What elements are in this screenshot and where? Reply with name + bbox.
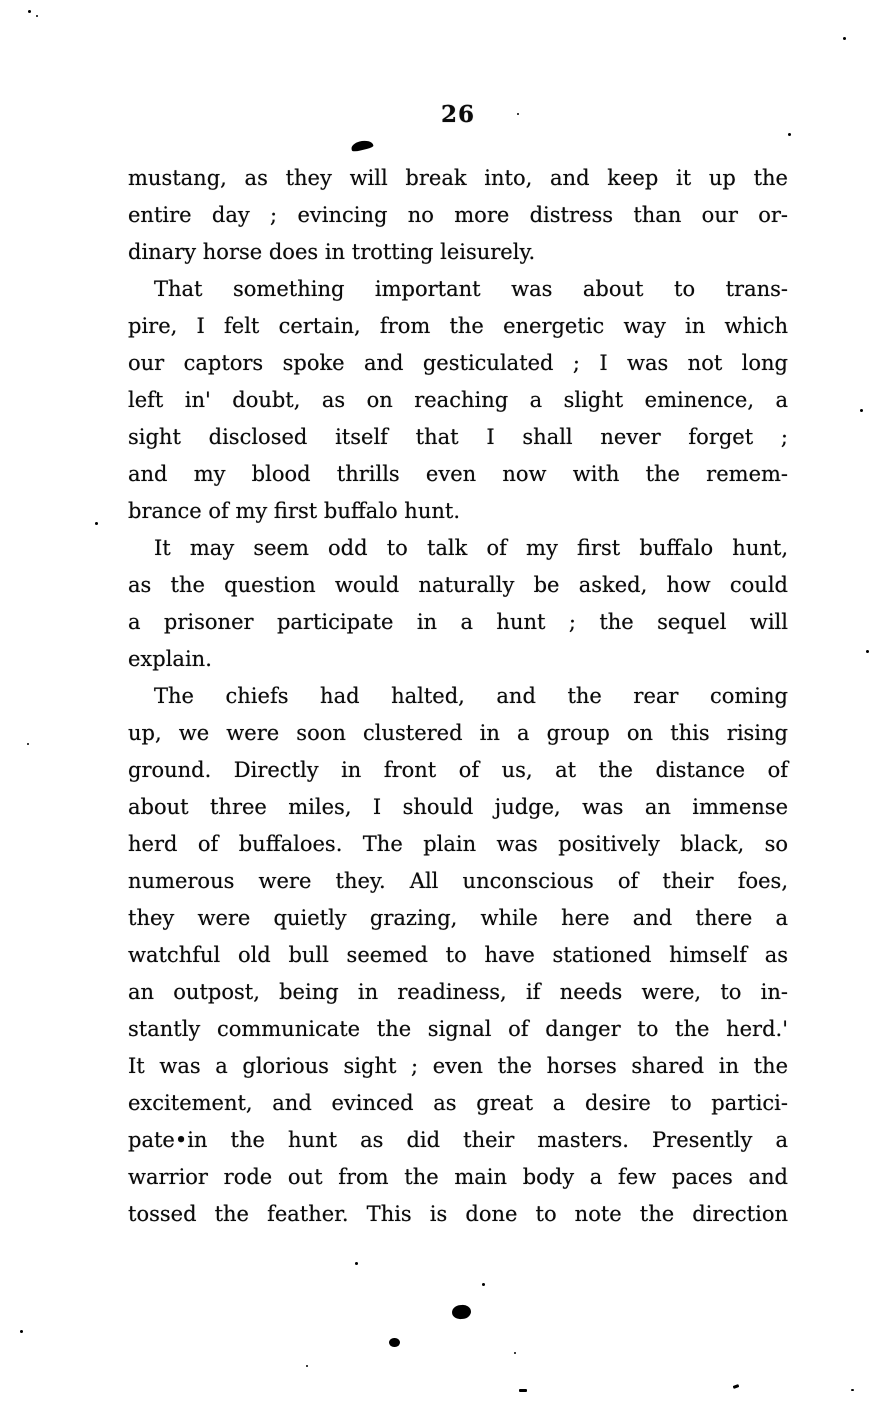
ink-speck [517, 113, 519, 115]
ink-speck [95, 522, 98, 525]
text-line: brance of my first buffalo hunt. [128, 499, 461, 523]
text-line: explain. [128, 647, 212, 671]
text-line: a prisoner participate in a hunt ; the sequel will [128, 610, 788, 634]
text-line: an outpost, being in readiness, if needs were, to in- [128, 980, 788, 1004]
text-line: our captors spoke and gesticulated ; I was not long [128, 351, 788, 375]
ink-speck [28, 10, 31, 13]
text-line: sight disclosed itself that I shall never forget ; [128, 425, 788, 449]
text-line: pate•in the hunt as did their masters. Presently a [128, 1128, 788, 1152]
text-line: about three miles, I should judge, was an immense [128, 795, 788, 819]
page-number: 26 [440, 101, 475, 128]
ink-speck [851, 1389, 854, 1391]
text-line: entire day ; evincing no more distress than our or- [128, 203, 788, 227]
ink-speck [36, 15, 38, 17]
ink-speck [482, 1283, 485, 1286]
text-line: ground. Directly in front of us, at the distance of [128, 758, 788, 782]
ink-speck [866, 650, 869, 653]
ink-speck [843, 37, 846, 40]
ink-dash [519, 1389, 527, 1392]
text-line: excitement, and evinced as great a desire to partici- [128, 1091, 788, 1115]
ink-blot [451, 1304, 471, 1320]
text-line: they were quietly grazing, while here and there a [128, 906, 788, 930]
ink-speck [860, 409, 863, 412]
ink-speck [27, 743, 29, 745]
text-line: stantly communicate the signal of danger to the herd.' [128, 1017, 788, 1041]
text-line: pire, I felt certain, from the energetic way in which [128, 314, 788, 338]
text-line: as the question would naturally be asked, how could [128, 573, 788, 597]
ink-speck [788, 133, 791, 136]
text-line: watchful old bull seemed to have stationed himself as [128, 943, 788, 967]
text-line: The chiefs had halted, and the rear coming [154, 684, 788, 708]
text-line: and my blood thrills even now with the remem- [128, 462, 788, 486]
text-line: mustang, as they will break into, and keep it up the [128, 166, 788, 190]
text-line: left in' doubt, as on reaching a slight eminence, a [128, 388, 788, 412]
ink-speck [20, 1330, 23, 1333]
ink-blot [389, 1338, 400, 1347]
ink-swoosh [350, 138, 374, 152]
ink-speck [355, 1262, 358, 1265]
body-text [128, 160, 788, 1233]
text-line: numerous were they. All unconscious of their foes, [128, 869, 788, 893]
text-line: dinary horse does in trotting leisurely. [128, 240, 536, 264]
text-line: It was a glorious sight ; even the horses shared in the [128, 1054, 788, 1078]
text-line: warrior rode out from the main body a few paces and [128, 1165, 788, 1189]
text-line: tossed the feather. This is done to note the direction [128, 1202, 788, 1226]
text-line: herd of buffaloes. The plain was positively black, so [128, 832, 788, 856]
text-line: up, we were soon clustered in a group on this rising [128, 721, 788, 745]
text-line: That something important was about to trans- [154, 277, 788, 301]
ink-speck [306, 1365, 308, 1367]
ink-dash [733, 1384, 740, 1389]
text-line: It may seem odd to talk of my first buffalo hunt, [154, 536, 788, 560]
ink-speck [514, 1352, 516, 1354]
